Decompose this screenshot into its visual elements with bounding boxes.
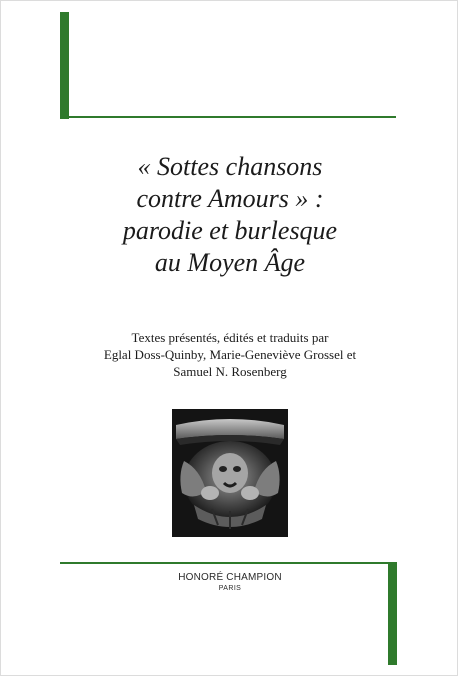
byline-line-2: Eglal Doss-Quinby, Marie-Geneviève Grossel et — [103, 347, 357, 362]
title-line-2: contre Amours » : — [136, 184, 324, 213]
publisher-block — [61, 571, 399, 594]
byline-line-3: Samuel N. Rosenberg — [173, 364, 287, 379]
byline-line-1: Textes présentés, édités et traduits par — [131, 330, 329, 345]
book-title — [71, 151, 389, 279]
publisher-city: PARIS — [218, 585, 242, 592]
misericord-carving-photo — [172, 409, 288, 537]
title-line-4: au Moyen Âge — [154, 248, 306, 277]
title-line-3: parodie et burlesque — [122, 216, 338, 245]
title-line-1: « Sottes chansons — [137, 152, 323, 181]
publisher-name: HONORÉ CHAMPION — [178, 572, 282, 583]
editors-byline — [61, 329, 399, 380]
top-left-green-bar — [60, 12, 69, 119]
bottom-green-rule — [60, 562, 397, 564]
top-green-rule — [60, 116, 396, 118]
carving-image-icon — [172, 409, 288, 537]
